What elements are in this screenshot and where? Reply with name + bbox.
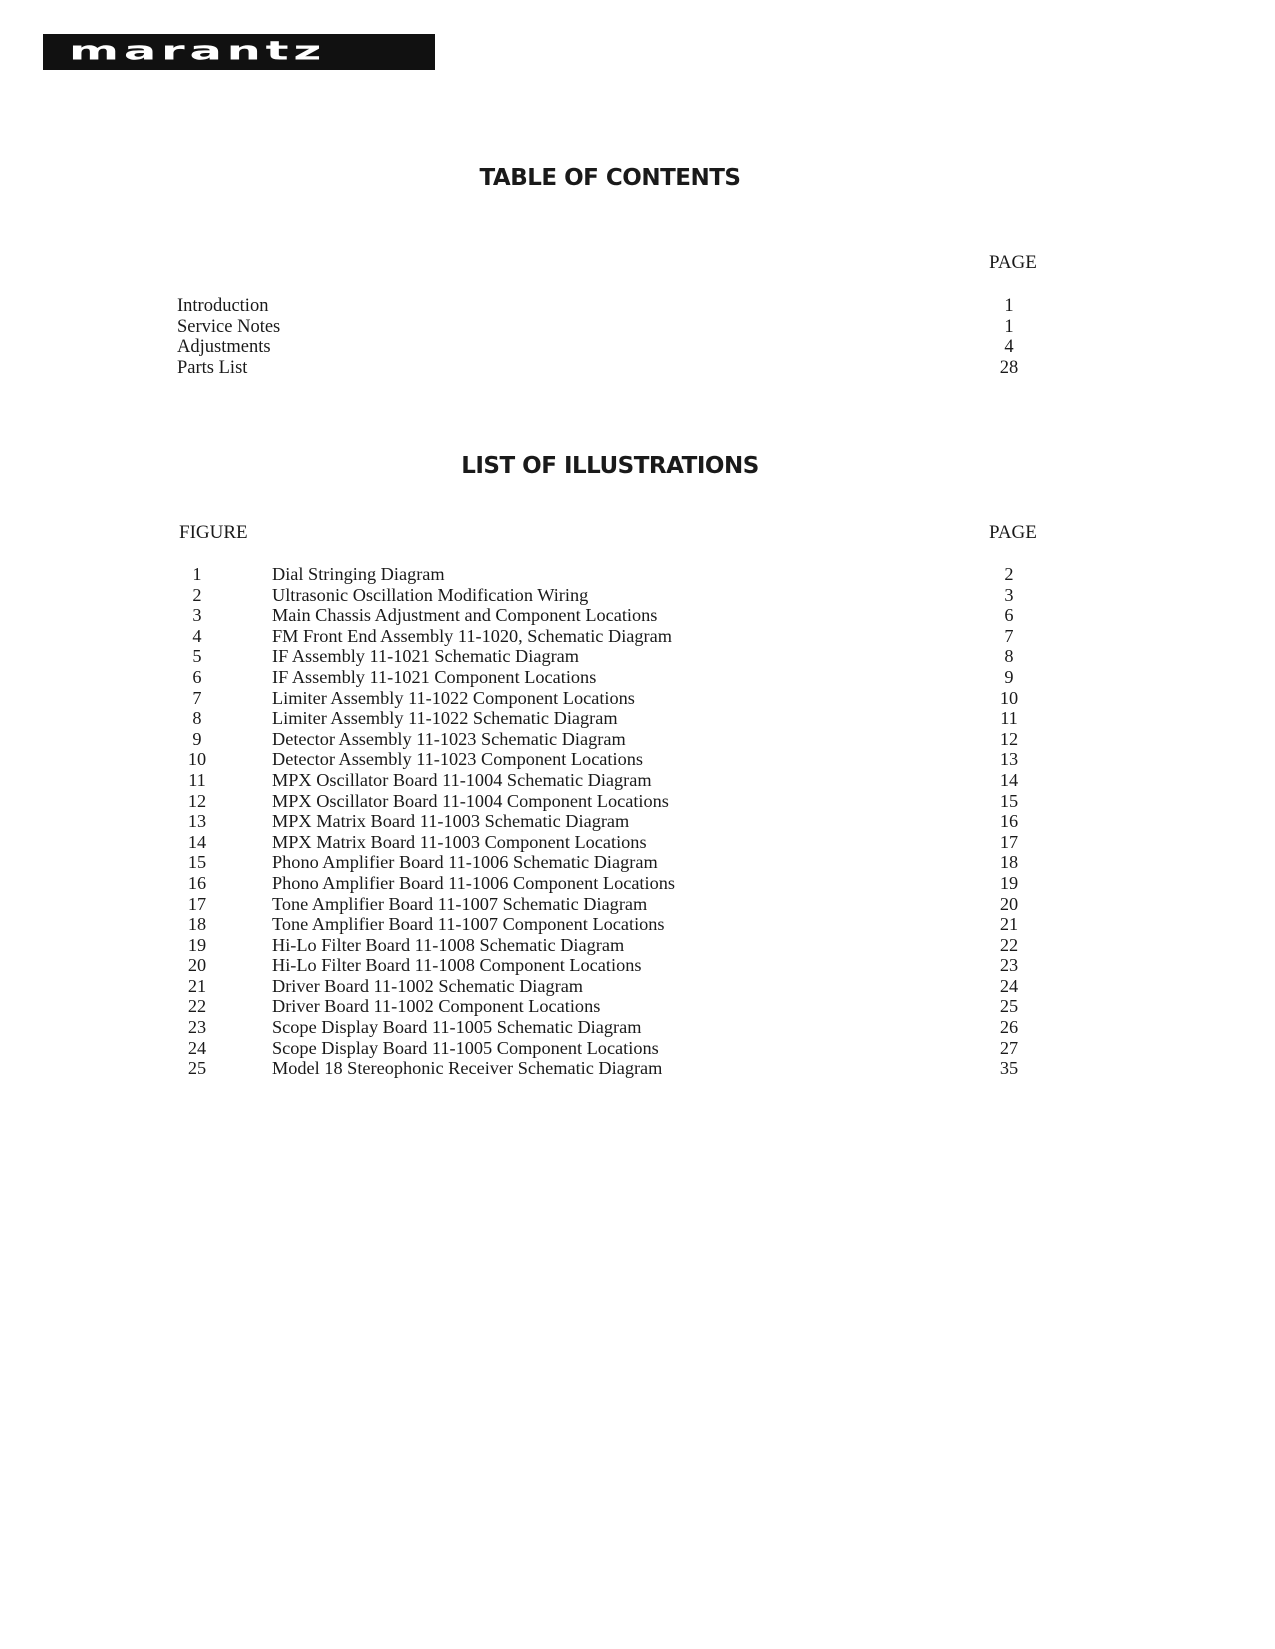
figure-number: 17 — [187, 893, 207, 914]
figure-title: Limiter Assembly 11-1022 Schematic Diagram — [272, 708, 618, 729]
figure-title: Limiter Assembly 11-1022 Component Locations — [272, 687, 635, 708]
figure-title: MPX Matrix Board 11-1003 Component Locations — [272, 831, 647, 852]
figure-page: 18 — [999, 852, 1019, 873]
figure-title: IF Assembly 11-1021 Component Locations — [272, 666, 597, 687]
figure-title: Phono Amplifier Board 11-1006 Schematic Diagram — [272, 852, 658, 873]
figure-title: Hi-Lo Filter Board 11-1008 Component Locations — [272, 955, 642, 976]
toc-item-title: Introduction — [177, 296, 269, 316]
toc-page-header: PAGE — [989, 252, 1037, 273]
illustration-row — [177, 832, 1037, 853]
illustration-row — [177, 791, 1037, 812]
figure-number: 25 — [187, 1058, 207, 1079]
figure-page: 17 — [999, 831, 1019, 852]
logo-text: marantz — [69, 36, 327, 67]
figure-title: Scope Display Board 11-1005 Schematic Diagram — [272, 1017, 642, 1038]
figure-title: MPX Oscillator Board 11-1004 Schematic Diagram — [272, 769, 652, 790]
illustration-row — [177, 605, 1037, 626]
illustrations-list — [177, 564, 1037, 1079]
illustration-row — [177, 667, 1037, 688]
toc-heading: TABLE OF CONTENTS — [479, 165, 741, 191]
figure-number: 9 — [192, 728, 202, 749]
figure-page: 9 — [1004, 666, 1014, 687]
illustration-row — [177, 976, 1037, 997]
illustration-row — [177, 708, 1037, 729]
toc-item-page: 28 — [999, 357, 1019, 378]
figure-page: 3 — [1004, 584, 1014, 605]
illustration-row — [177, 1058, 1037, 1079]
figure-number: 22 — [187, 996, 207, 1017]
figure-page: 24 — [999, 975, 1019, 996]
figure-page: 8 — [1004, 646, 1014, 667]
figure-number: 24 — [187, 1037, 207, 1058]
illustration-row — [177, 894, 1037, 915]
illustration-row — [177, 811, 1037, 832]
illustration-row — [177, 688, 1037, 709]
illustration-row — [177, 646, 1037, 667]
toc-row — [177, 337, 1037, 358]
illustration-row — [177, 626, 1037, 647]
figure-page: 16 — [999, 811, 1019, 832]
toc-list — [177, 296, 1037, 378]
figure-number: 23 — [187, 1017, 207, 1038]
toc-item-title: Parts List — [177, 357, 248, 378]
figure-title: IF Assembly 11-1021 Schematic Diagram — [272, 646, 580, 667]
figure-page: 2 — [1004, 564, 1014, 584]
figure-page: 21 — [999, 914, 1019, 935]
figure-number: 20 — [187, 955, 207, 976]
figure-page: 19 — [999, 872, 1019, 893]
figure-title: Driver Board 11-1002 Schematic Diagram — [272, 975, 584, 996]
figure-page: 26 — [999, 1017, 1019, 1038]
figure-page: 13 — [999, 749, 1019, 770]
figure-page: 12 — [999, 728, 1019, 749]
figure-title: Phono Amplifier Board 11-1006 Component Locations — [272, 872, 675, 893]
toc-row — [177, 296, 1037, 317]
illustration-row — [177, 914, 1037, 935]
illustrations-heading: LIST OF ILLUSTRATIONS — [461, 453, 759, 479]
illustration-row — [177, 1038, 1037, 1059]
figure-number: 12 — [187, 790, 207, 811]
figure-number: 6 — [192, 666, 202, 687]
toc-item-title: Service Notes — [177, 316, 281, 337]
figure-number: 2 — [192, 584, 202, 605]
figure-title: Detector Assembly 11-1023 Component Locations — [272, 749, 643, 770]
figure-page: 7 — [1004, 625, 1014, 646]
figure-page: 27 — [999, 1037, 1019, 1058]
figure-page: 6 — [1004, 605, 1014, 626]
figure-page: 10 — [999, 687, 1019, 708]
figure-title: Tone Amplifier Board 11-1007 Component Locations — [272, 914, 665, 935]
toc-item-page: 1 — [1004, 296, 1014, 316]
figure-page: 15 — [999, 790, 1019, 811]
toc-row — [177, 358, 1037, 379]
figure-number: 11 — [188, 769, 206, 790]
figure-number: 18 — [187, 914, 207, 935]
figure-page: 14 — [999, 769, 1019, 790]
toc-item-page: 1 — [1004, 316, 1014, 337]
illustration-row — [177, 996, 1037, 1017]
figure-title: Dial Stringing Diagram — [272, 564, 445, 584]
figure-number: 21 — [187, 975, 207, 996]
figure-number: 10 — [187, 749, 207, 770]
illustration-row — [177, 873, 1037, 894]
figure-title: Model 18 Stereophonic Receiver Schematic Diagram — [272, 1058, 663, 1079]
figure-header: FIGURE — [179, 522, 248, 543]
illustration-row — [177, 1017, 1037, 1038]
illustration-row — [177, 955, 1037, 976]
figure-number: 5 — [192, 646, 202, 667]
figure-title: Main Chassis Adjustment and Component Locations — [272, 605, 658, 626]
figure-number: 1 — [192, 564, 202, 584]
toc-item-title: Adjustments — [177, 337, 271, 357]
illustration-row — [177, 564, 1037, 585]
figure-title: Ultrasonic Oscillation Modification Wiring — [272, 584, 589, 605]
illustrations-page-header: PAGE — [989, 522, 1037, 543]
figure-page: 20 — [999, 893, 1019, 914]
figure-title: MPX Matrix Board 11-1003 Schematic Diagram — [272, 811, 630, 832]
toc-item-page: 4 — [1004, 337, 1014, 357]
figure-number: 8 — [192, 708, 202, 729]
figure-number: 13 — [187, 811, 207, 832]
figure-number: 15 — [187, 852, 207, 873]
figure-title: Tone Amplifier Board 11-1007 Schematic Diagram — [272, 893, 648, 914]
illustration-row — [177, 749, 1037, 770]
marantz-logo — [43, 34, 435, 70]
figure-page: 35 — [999, 1058, 1019, 1079]
illustration-row — [177, 852, 1037, 873]
figure-page: 23 — [999, 955, 1019, 976]
figure-title: FM Front End Assembly 11-1020, Schematic Diagram — [272, 625, 672, 646]
figure-number: 16 — [187, 872, 207, 893]
figure-title: Scope Display Board 11-1005 Component Locations — [272, 1037, 659, 1058]
illustration-row — [177, 729, 1037, 750]
figure-title: Hi-Lo Filter Board 11-1008 Schematic Diagram — [272, 934, 625, 955]
toc-row — [177, 317, 1037, 338]
illustration-row — [177, 585, 1037, 606]
figure-number: 7 — [192, 687, 202, 708]
figure-page: 22 — [999, 934, 1019, 955]
figure-page: 11 — [1000, 708, 1018, 729]
illustration-row — [177, 770, 1037, 791]
figure-number: 3 — [192, 605, 202, 626]
figure-number: 4 — [192, 625, 202, 646]
figure-number: 19 — [187, 934, 207, 955]
figure-title: Driver Board 11-1002 Component Locations — [272, 996, 601, 1017]
illustration-row — [177, 935, 1037, 956]
figure-page: 25 — [999, 996, 1019, 1017]
figure-title: MPX Oscillator Board 11-1004 Component Locations — [272, 790, 669, 811]
figure-title: Detector Assembly 11-1023 Schematic Diagram — [272, 728, 626, 749]
figure-number: 14 — [187, 831, 207, 852]
